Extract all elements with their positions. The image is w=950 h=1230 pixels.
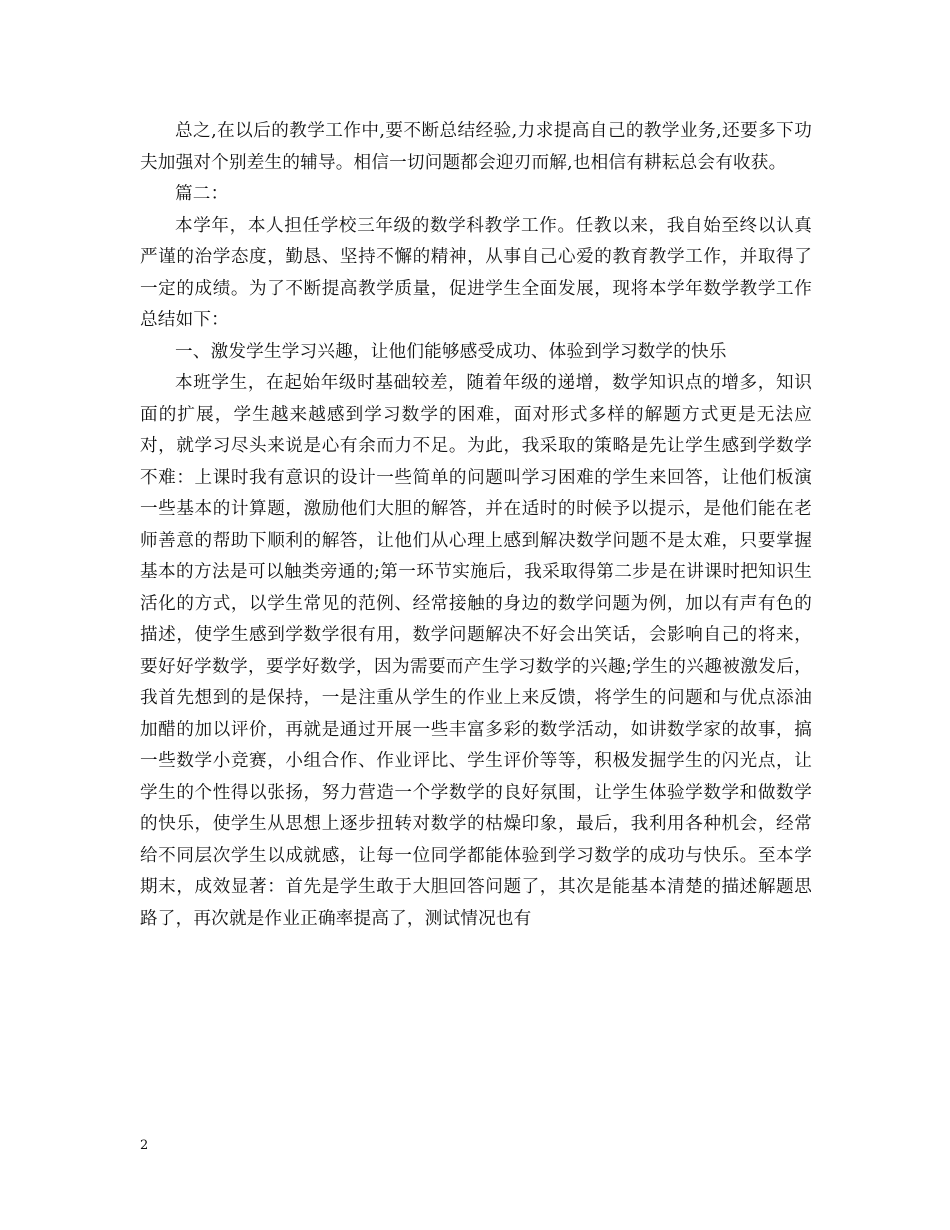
- section-heading-part-two: 篇二：: [175, 184, 229, 204]
- paragraph-conclusion: 总之,在以后的教学工作中,要不断总结经验,力求提高自己的教学业务,还要多下功夫加强对个别差生的辅导。相信一切问题都会迎刃而解,也相信有耕耘总会有收获。: [140, 121, 812, 173]
- paragraph-intro: 本学年，本人担任学校三年级的数学科教学工作。任教以来，我自始至终以认真严谨的治学态度，勤恳、坚持不懈的精神，从事自己心爱的教育教学工作，并取得了一定的成绩。为了不断提高教学质量，促进学生全面发展，现将本学年数学教学工作总结如下：: [140, 215, 812, 330]
- section-heading-interest: 一、激发学生学习兴趣，让他们能够感受成功、体验到学习数学的快乐: [175, 341, 727, 362]
- page-number: 2: [140, 1138, 149, 1153]
- paragraph-strategy: 本班学生，在起始年级时基础较差，随着年级的递增，数学知识点的增多，知识面的扩展，学生越来越感到学习数学的困难，面对形式多样的解题方式更是无法应对，就学习尽头来说是心有余而力不足。为此，我采取的策略是先让学生感到学数学不难：上课时我有意识的设计一些简单的问题叫学习困难的学生来回答，让他们板演一些基本的计算题，激励他们大胆的解答，并在适时的时候予以提示，是他们能在老师善意的帮助下顺利的解答，让他们从心理上感到解决数学问题不是太难，只要掌握基本的方法是可以触类旁通的;第一环节实施后，我采取得第二步是在讲课时把知识生活化的方式，以学生常见的范例、经常接触的身边的数学问题为例，加以有声有色的描述，使学生感到学数学很有用，数学问题解决不好会出笑话，会影响自己的将来，要好好学数学，要学好数学，因为需要而产生学习数学的兴趣;学生的兴趣被激发后，我首先想到的是保持，一是注重从学生的作业上来反馈，将学生的问题和与优点添油加醋的加以评价，再就是通过开展一些丰富多彩的数学活动，如讲数学家的故事，搞一些数学小竞赛，小组合作、作业评比、学生评价等等，积极发掘学生的闪光点，让学生的个性得以张扬，努力营造一个学数学的良好氛围，让学生体验学数学和做数学的快乐，使学生从思想上逐步扭转对数学的枯燥印象，最后，我利用各种机会，经常给不同层次学生以成就感，让每一位同学都能体验到学习数学的成功与快乐。至本学期末，成效显著：首先是学生敢于大胆回答问题了，其次是能基本清楚的描述解题思路了，再次就是作业正确率提高了，测试情况也有: [140, 373, 812, 929]
- body-text: [140, 116, 812, 935]
